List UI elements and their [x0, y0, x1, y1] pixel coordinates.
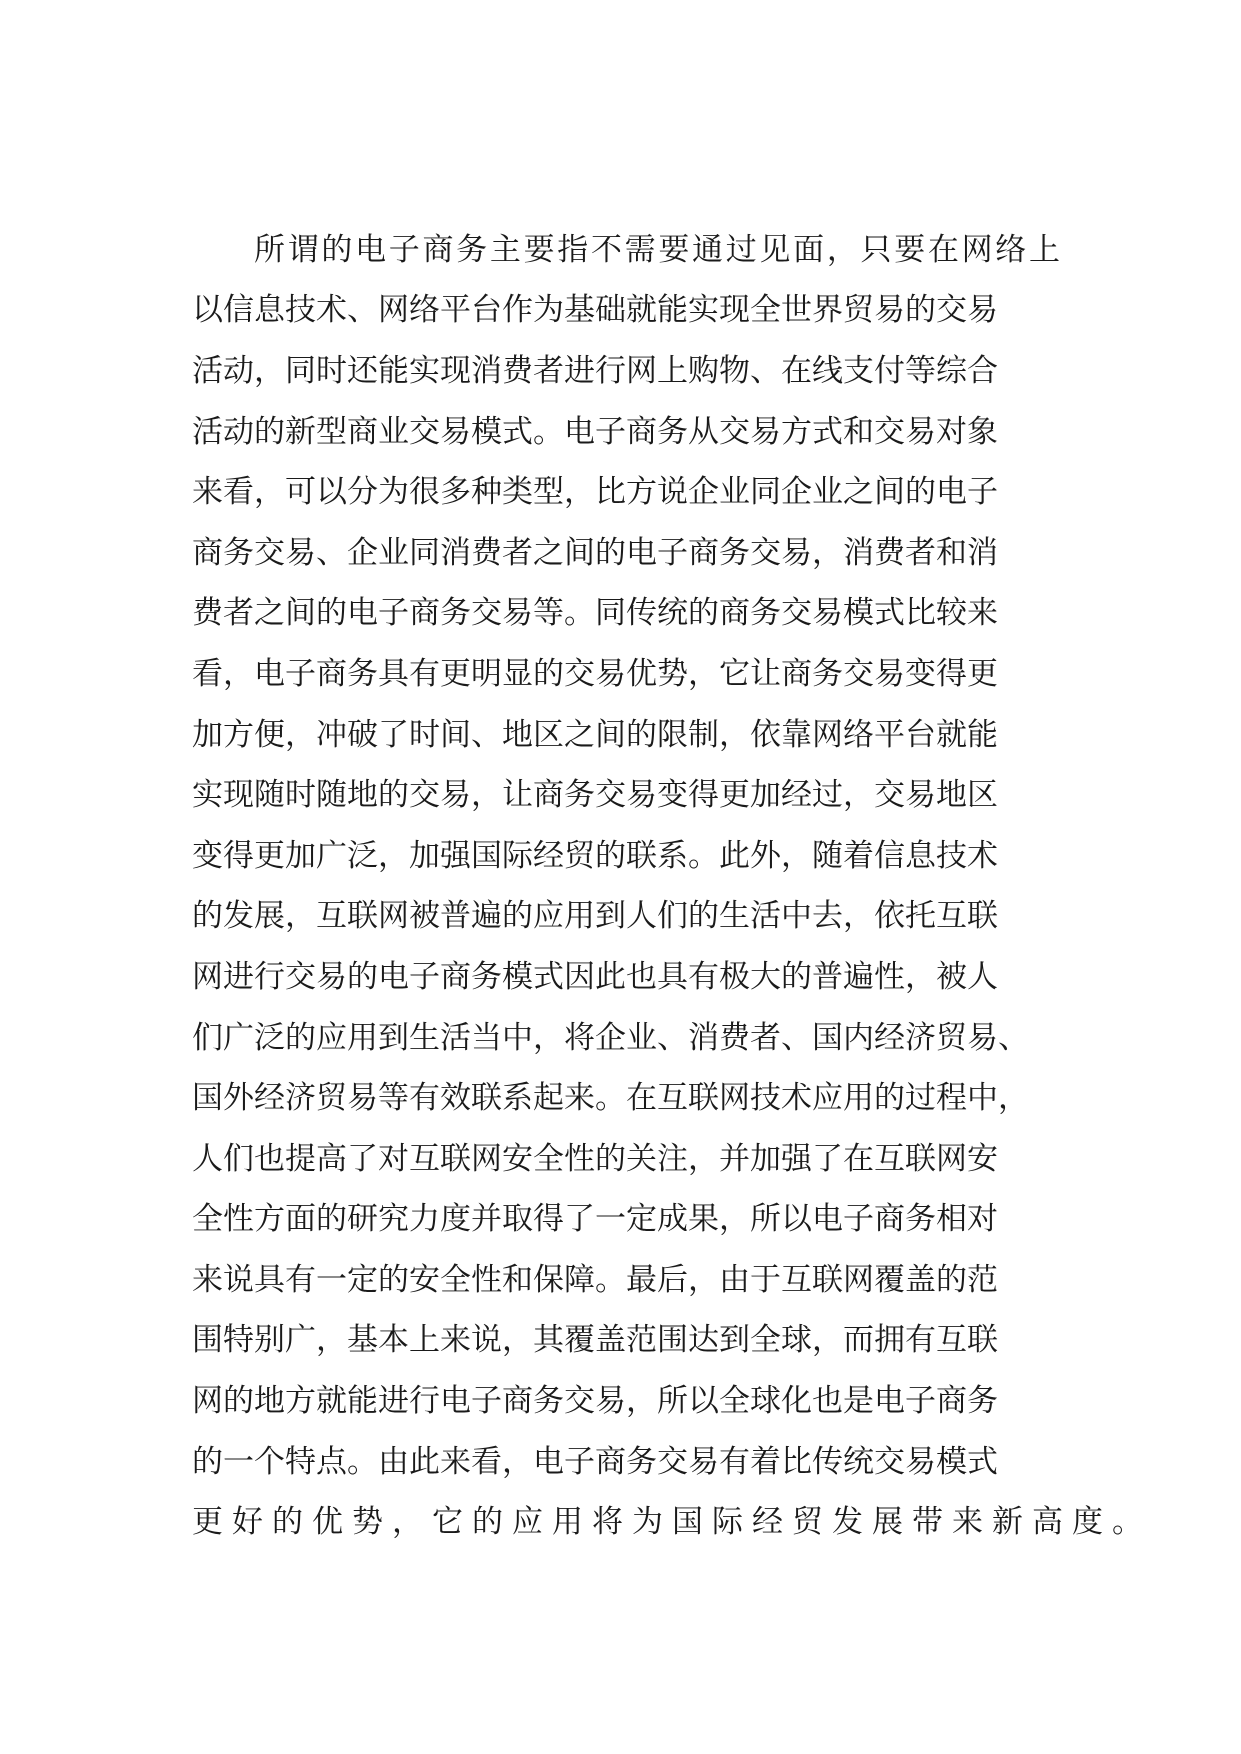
paragraph-line: 商务交易、企业同消费者之间的电子商务交易，消费者和消: [192, 534, 998, 571]
body-paragraph: [192, 216, 1152, 1549]
paragraph-line: 的发展，互联网被普遍的应用到人们的生活中去，依托互联: [192, 898, 998, 935]
paragraph-line: 变得更加广泛，加强国际经贸的联系。此外，随着信息技术: [192, 837, 998, 874]
paragraph-line: 看，电子商务具有更明显的交易优势，它让商务交易变得更: [192, 655, 998, 692]
paragraph-line: 围特别广，基本上来说，其覆盖范围达到全球，而拥有互联: [192, 1322, 998, 1359]
paragraph-line: 费者之间的电子商务交易等。同传统的商务交易模式比较来: [192, 595, 998, 632]
paragraph-line: 加方便，冲破了时间、地区之间的限制，依靠网络平台就能: [192, 716, 998, 753]
paragraph-line: 的一个特点。由此来看，电子商务交易有着比传统交易模式: [192, 1443, 998, 1480]
paragraph-line: 更好的优势，它的应用将为国际经贸发展带来新高度。: [192, 1504, 1152, 1541]
paragraph-line: 以信息技术、网络平台作为基础就能实现全世界贸易的交易: [192, 292, 998, 329]
paragraph-line: 人们也提高了对互联网安全性的关注，并加强了在互联网安: [192, 1140, 998, 1177]
paragraph-line: 来看，可以分为很多种类型，比方说企业同企业之间的电子: [192, 474, 998, 511]
paragraph-line: 国外经济贸易等有效联系起来。在互联网技术应用的过程中，: [192, 1080, 1029, 1117]
paragraph-line: 实现随时随地的交易，让商务交易变得更加经过，交易地区: [192, 777, 998, 814]
paragraph-line: 来说具有一定的安全性和保障。最后，由于互联网覆盖的范: [192, 1261, 998, 1298]
paragraph-line: 全性方面的研究力度并取得了一定成果，所以电子商务相对: [192, 1201, 998, 1238]
paragraph-line: 网进行交易的电子商务模式因此也具有极大的普遍性，被人: [192, 958, 998, 995]
paragraph-line: 活动，同时还能实现消费者进行网上购物、在线支付等综合: [192, 352, 998, 389]
paragraph-line: 网的地方就能进行电子商务交易，所以全球化也是电子商务: [192, 1383, 998, 1420]
paragraph-line: 所谓的电子商务主要指不需要通过见面，只要在网络上: [254, 231, 1063, 268]
paragraph-line: 们广泛的应用到生活当中，将企业、消费者、国内经济贸易、: [192, 1019, 1029, 1056]
paragraph-line: 活动的新型商业交易模式。电子商务从交易方式和交易对象: [192, 413, 998, 450]
